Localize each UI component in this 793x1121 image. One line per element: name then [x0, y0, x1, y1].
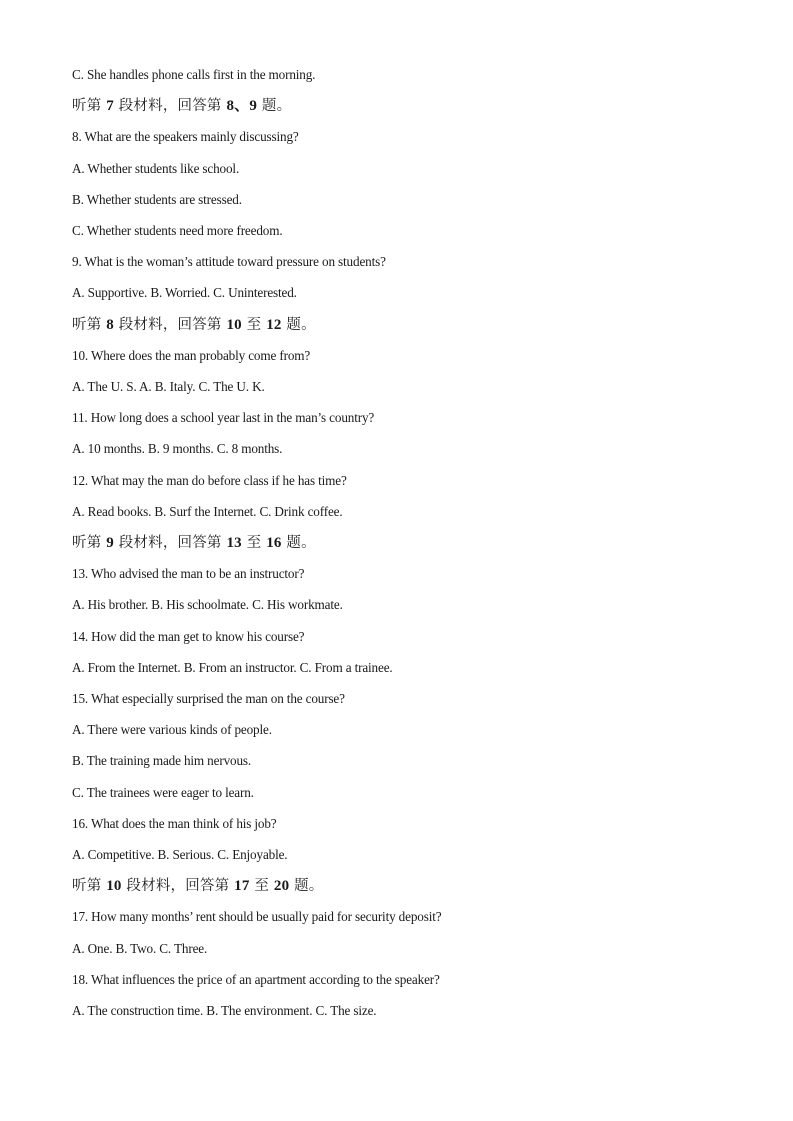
question-text: 15. What especially surprised the man on the course?: [72, 691, 345, 706]
heading-text: 题。: [257, 98, 292, 115]
heading-number: 16: [266, 535, 282, 551]
answer-options: B. Whether students are stressed.: [72, 191, 242, 207]
heading-number: 7: [106, 98, 114, 115]
heading-text: 至: [249, 878, 274, 895]
section-heading: [72, 535, 316, 551]
answer-options: A. There were various kinds of people.: [72, 722, 272, 738]
question-text: 12. What may the man do before class if he has time?: [72, 472, 347, 488]
heading-text: 听第: [72, 535, 107, 551]
heading-number: 9: [106, 535, 114, 551]
answer-options: A. Read books. B. Surf the Internet. C. Drink coffee.: [72, 503, 343, 519]
answer-options: C. Whether students need more freedom.: [72, 223, 283, 238]
heading-text: 至: [241, 316, 267, 333]
heading-text: 段材料，回答第: [113, 316, 227, 333]
answer-options: B. The training made him nervous.: [72, 753, 252, 769]
heading-number: 17: [234, 878, 250, 895]
question-text: 9. What is the woman’s attitude toward pressure on students?: [72, 254, 386, 270]
heading-number: 10: [226, 316, 242, 333]
answer-options: A. The U. S. A. B. Italy. C. The U. K.: [72, 379, 265, 394]
question-text: 11. How long does a school year last in the man’s country?: [72, 410, 375, 426]
question-text: 16. What does the man think of his job?: [72, 815, 277, 831]
heading-text: 听第: [72, 316, 107, 333]
heading-number: 8: [106, 316, 114, 333]
answer-options: A. The construction time. B. The environment. C. The size.: [72, 1003, 377, 1018]
question-text: 10. Where does the man probably come from?: [72, 347, 311, 363]
heading-text: 题。: [289, 878, 324, 895]
answer-options: A. 10 months. B. 9 months. C. 8 months.: [72, 441, 283, 457]
section-heading: [72, 317, 316, 333]
question-text: 14. How did the man get to know his course?: [72, 628, 305, 644]
heading-number: 12: [266, 316, 282, 333]
heading-text: 题。: [281, 316, 316, 333]
section-heading: [72, 98, 291, 114]
answer-options: A. Competitive. B. Serious. C. Enjoyable.: [72, 847, 288, 862]
heading-text: 听第: [72, 878, 107, 895]
answer-options: A. One. B. Two. C. Three.: [72, 940, 208, 956]
heading-number: 8、9: [226, 98, 258, 115]
answer-options: A. Supportive. B. Worried. C. Uninterested.: [72, 285, 297, 301]
answer-options: A. From the Internet. B. From an instructor. C. From a trainee.: [72, 659, 393, 675]
question-text: 17. How many months’ rent should be usually paid for security deposit?: [72, 909, 442, 925]
question-text: 8. What are the speakers mainly discussing?: [72, 129, 299, 145]
heading-number: 20: [273, 878, 290, 895]
question-text: 13. Who advised the man to be an instructor?: [72, 566, 305, 582]
answer-options: A. Whether students like school.: [72, 160, 240, 176]
heading-text: 段材料，回答第: [113, 98, 227, 115]
heading-text: 至: [241, 535, 267, 551]
answer-options: C. She handles phone calls first in the morning.: [72, 67, 316, 82]
section-heading: [72, 878, 324, 894]
heading-text: 听第: [72, 98, 107, 115]
heading-text: 段材料，回答第: [113, 535, 227, 551]
question-text: 18. What influences the price of an apartment according to the speaker?: [72, 971, 440, 987]
heading-text: 题。: [281, 535, 316, 551]
heading-number: 13: [226, 535, 242, 551]
heading-text: 段材料，回答第: [121, 878, 235, 895]
answer-options: C. The trainees were eager to learn.: [72, 784, 254, 800]
answer-options: A. His brother. B. His schoolmate. C. His workmate.: [72, 597, 343, 613]
heading-number: 10: [106, 878, 122, 895]
